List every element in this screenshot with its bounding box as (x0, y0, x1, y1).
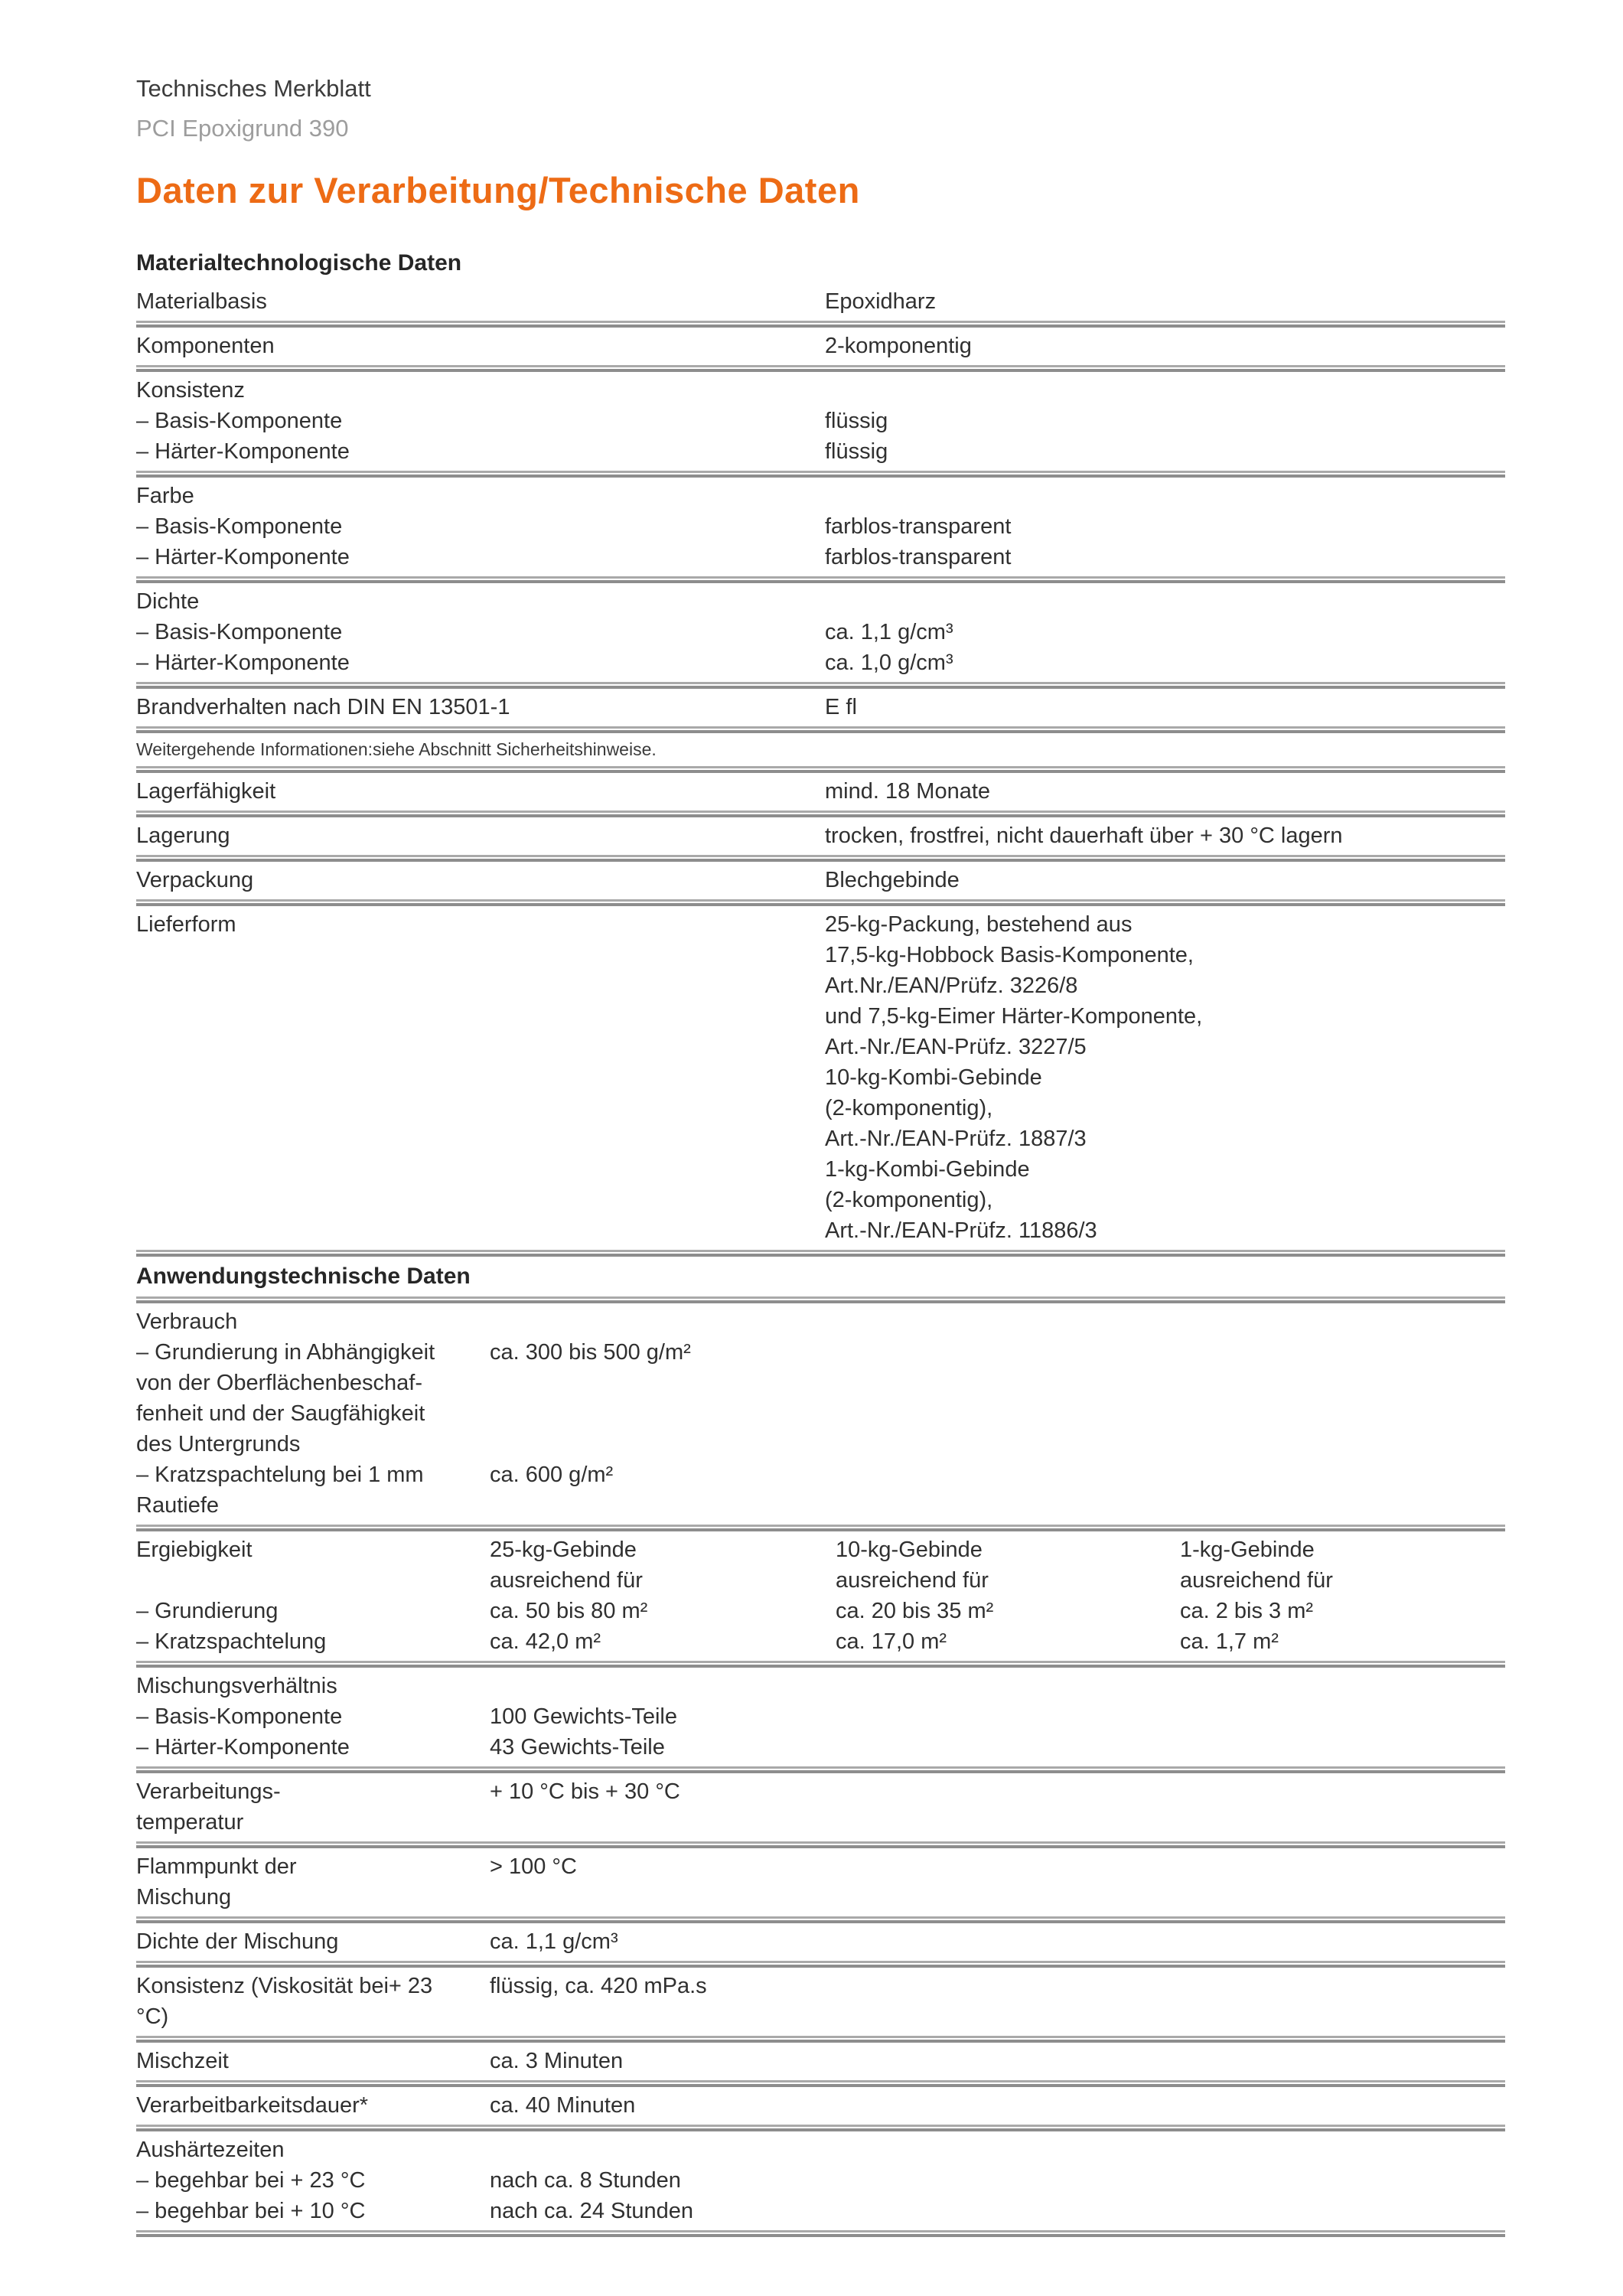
row-value (1180, 1671, 1505, 1701)
row-label: Ergiebigkeit (136, 1538, 253, 1562)
row-value: + 10 °C bis + 30 °C (490, 1779, 680, 1804)
row-divider (136, 682, 1505, 689)
row-value: ca. 1,1 g/cm³ (490, 1929, 618, 1954)
row-value: ca. 42,0 m² (490, 1629, 601, 1654)
table-row (136, 406, 1505, 436)
row-label (136, 1154, 825, 1185)
row-value (490, 1490, 836, 1521)
document-type-label: Technisches Merkblatt (136, 75, 371, 102)
row-value: trocken, frostfrei, nicht dauerhaft über + 30 °C lagern (825, 823, 1343, 848)
row-value (836, 2196, 1180, 2226)
table-row (136, 776, 1505, 807)
footnote-row: Weitergehende Informationen:siehe Abschnitt Sicherheitshinweise. (136, 739, 657, 759)
row-value (825, 481, 1505, 511)
table-row-group (136, 478, 1505, 576)
table-row (136, 1534, 1505, 1565)
row-value (1180, 1337, 1505, 1368)
row-label: Lieferform (136, 912, 236, 937)
table-row (136, 1732, 1505, 1763)
row-value (1180, 1459, 1505, 1490)
row-value (1180, 1306, 1505, 1337)
row-label (136, 1215, 825, 1246)
row-value (836, 1701, 1180, 1732)
row-value (836, 1926, 1180, 1957)
row-value (1180, 1732, 1505, 1763)
table-row (136, 1851, 1505, 1882)
row-label (136, 1565, 490, 1596)
row-label: – Basis-Komponente (136, 1704, 343, 1729)
table-row (136, 1306, 1505, 1337)
table-row-group (136, 1773, 1505, 1841)
row-divider (136, 1961, 1505, 1968)
row-value (836, 1368, 1180, 1398)
row-value: ca. 40 Minuten (490, 2093, 636, 2118)
row-value: Art.-Nr./EAN-Prüfz. 11886/3 (825, 1218, 1097, 1243)
row-label: temperatur (136, 1810, 244, 1835)
row-divider (136, 365, 1505, 372)
row-divider (136, 1766, 1505, 1773)
row-value (1180, 2046, 1505, 2076)
row-value: ca. 1,1 g/cm³ (825, 620, 953, 644)
table-row (136, 1565, 1505, 1596)
row-label: Komponenten (136, 334, 275, 358)
row-label: – begehbar bei + 10 °C (136, 2199, 366, 2223)
table-row-group (136, 817, 1505, 855)
row-label: Konsistenz (136, 378, 245, 403)
row-label: Verpackung (136, 868, 254, 892)
row-label: – Härter-Komponente (136, 651, 350, 675)
row-label: Brandverhalten nach DIN EN 13501-1 (136, 695, 510, 719)
row-label: Dichte (136, 589, 200, 614)
table-row (136, 647, 1505, 678)
row-divider (136, 2036, 1505, 2043)
table-row (136, 2001, 1505, 2032)
table-row (136, 1093, 1505, 1124)
table-row (136, 692, 1505, 722)
row-value (490, 2135, 836, 2165)
table-row (136, 1062, 1505, 1093)
table-row (136, 286, 1505, 317)
table-row-group (136, 862, 1505, 899)
product-name: PCI Epoxigrund 390 (136, 115, 349, 142)
row-value: 2-komponentig (825, 334, 972, 358)
table-row (136, 1124, 1505, 1154)
table-row (136, 1215, 1505, 1246)
row-value: 25-kg-Gebinde (490, 1538, 637, 1562)
table-row (136, 909, 1505, 940)
row-divider (136, 1916, 1505, 1923)
row-value: ca. 300 bis 500 g/m² (490, 1340, 691, 1365)
table-row-group (136, 1668, 1505, 1766)
row-label: Flammpunkt der (136, 1854, 297, 1879)
table-row (136, 1398, 1505, 1429)
row-value (490, 1306, 836, 1337)
row-label: – Grundierung in Abhängigkeit (136, 1340, 435, 1365)
table-row-group (136, 1968, 1505, 2036)
row-label: – Basis-Komponente (136, 409, 343, 433)
section-heading: Anwendungstechnische Daten (136, 1264, 471, 1289)
row-label (136, 1185, 825, 1215)
table-row (136, 2135, 1505, 2165)
row-value: nach ca. 24 Stunden (490, 2199, 694, 2223)
table-row (136, 2046, 1505, 2076)
table-row (136, 2165, 1505, 2196)
row-value: ausreichend für (836, 1568, 989, 1593)
row-value: flüssig (825, 439, 888, 464)
table-row-group (136, 906, 1505, 1250)
row-label: – Kratzspachtelung bei 1 mm (136, 1463, 424, 1487)
row-divider (136, 855, 1505, 862)
table-row (136, 375, 1505, 406)
row-value: Blechgebinde (825, 868, 960, 892)
table-row (136, 436, 1505, 467)
row-divider (136, 726, 1505, 733)
section-heading: Materialtechnologische Daten (136, 250, 462, 276)
row-divider (136, 2080, 1505, 2087)
table-row (136, 1776, 1505, 1807)
row-divider (136, 576, 1505, 583)
row-value (1180, 1701, 1505, 1732)
row-label (136, 1062, 825, 1093)
table-row (136, 586, 1505, 617)
table-row (136, 1032, 1505, 1062)
row-value (490, 2001, 836, 2032)
table-row (136, 865, 1505, 895)
row-label: Konsistenz (Viskosität bei+ 23 (136, 1974, 433, 1998)
row-label: – Härter-Komponente (136, 439, 350, 464)
table-row-group (136, 2131, 1505, 2230)
row-value (490, 1368, 836, 1398)
row-value (836, 2001, 1180, 2032)
row-label: Mischungsverhältnis (136, 1674, 337, 1698)
row-value (836, 2090, 1180, 2121)
row-value (1180, 1882, 1505, 1913)
row-value (1180, 2135, 1505, 2165)
row-divider (136, 810, 1505, 817)
row-value: flüssig (825, 409, 888, 433)
table-row (136, 1459, 1505, 1490)
row-divider (136, 1525, 1505, 1531)
row-value (836, 1807, 1180, 1838)
page-content (136, 75, 1505, 2237)
row-label: Mischzeit (136, 2049, 229, 2073)
table-row-group (136, 773, 1505, 810)
row-value (1180, 1926, 1505, 1957)
row-value: farblos-transparent (825, 514, 1012, 539)
row-value: (2-komponentig), (825, 1096, 993, 1120)
row-value: ausreichend für (490, 1568, 643, 1593)
row-label (136, 1124, 825, 1154)
row-value: ca. 50 bis 80 m² (490, 1599, 648, 1623)
table-row-group (136, 2043, 1505, 2080)
table-row (136, 2090, 1505, 2121)
table-row (136, 1596, 1505, 1626)
table-row (136, 1490, 1505, 1521)
row-value (836, 1306, 1180, 1337)
row-value: 17,5-kg-Hobbock Basis-Komponente, (825, 943, 1194, 967)
row-divider (136, 2230, 1505, 2237)
row-label: – Härter-Komponente (136, 545, 350, 569)
row-value (1180, 1398, 1505, 1429)
page-title: Daten zur Verarbeitung/Technische Daten (136, 170, 860, 210)
row-value: flüssig, ca. 420 mPa.s (490, 1974, 707, 1998)
row-divider (136, 766, 1505, 773)
row-divider (136, 1841, 1505, 1848)
row-value (1180, 1776, 1505, 1807)
row-divider (136, 471, 1505, 478)
table-row (136, 1671, 1505, 1701)
table-row-group (136, 372, 1505, 471)
row-label: Dichte der Mischung (136, 1929, 339, 1954)
row-label: Aushärtezeiten (136, 2138, 285, 2162)
table-row (136, 1807, 1505, 1838)
table-row (136, 511, 1505, 542)
row-label: – begehbar bei + 23 °C (136, 2168, 366, 2193)
row-value (825, 375, 1505, 406)
row-value (836, 1732, 1180, 1763)
table-row (136, 1368, 1505, 1398)
table-row (136, 1882, 1505, 1913)
row-value: mind. 18 Monate (825, 779, 991, 804)
row-label (136, 1001, 825, 1032)
row-value: ausreichend für (1180, 1568, 1333, 1593)
row-value: nach ca. 8 Stunden (490, 2168, 681, 2193)
table-row (136, 1971, 1505, 2001)
row-value: 10-kg-Kombi-Gebinde (825, 1065, 1042, 1090)
row-value: ca. 2 bis 3 m² (1180, 1599, 1314, 1623)
row-value (490, 1398, 836, 1429)
row-value (1180, 1971, 1505, 2001)
row-label: Rautiefe (136, 1493, 220, 1518)
data-tables (136, 243, 1505, 2237)
row-value (1180, 1368, 1505, 1398)
row-label: °C) (136, 2004, 169, 2029)
row-value: 10-kg-Gebinde (836, 1538, 983, 1562)
row-label: fenheit und der Saugfähigkeit (136, 1401, 425, 1426)
table-row-group (136, 283, 1505, 321)
table-row (136, 481, 1505, 511)
row-label: des Untergrunds (136, 1432, 301, 1456)
row-label: Materialbasis (136, 289, 267, 314)
table-row-group (136, 1531, 1505, 1661)
row-value (836, 2165, 1180, 2196)
row-value: 100 Gewichts-Teile (490, 1704, 677, 1729)
table-row (136, 617, 1505, 647)
row-value (836, 1671, 1180, 1701)
row-divider (136, 2125, 1505, 2131)
row-value: farblos-transparent (825, 545, 1012, 569)
row-value: Art.-Nr./EAN-Prüfz. 3227/5 (825, 1035, 1087, 1059)
row-value (836, 1337, 1180, 1368)
row-value (1180, 1807, 1505, 1838)
row-label: Lagerung (136, 823, 230, 848)
row-value: Art.-Nr./EAN-Prüfz. 1887/3 (825, 1127, 1087, 1151)
row-value (836, 1490, 1180, 1521)
row-value (490, 1671, 836, 1701)
row-label: – Härter-Komponente (136, 1735, 350, 1760)
table-row (136, 1154, 1505, 1185)
row-value (836, 1459, 1180, 1490)
table-row-group (136, 689, 1505, 726)
row-label: Verarbeitungs- (136, 1779, 281, 1804)
row-label (136, 1032, 825, 1062)
table-row (136, 940, 1505, 970)
row-divider (136, 1661, 1505, 1668)
row-label: – Basis-Komponente (136, 620, 343, 644)
row-value: ca. 3 Minuten (490, 2049, 624, 2073)
row-value (1180, 1851, 1505, 1882)
row-value: ca. 1,7 m² (1180, 1629, 1279, 1654)
row-value (836, 1851, 1180, 1882)
row-value (1180, 2001, 1505, 2032)
table-row (136, 1701, 1505, 1732)
row-value: 25-kg-Packung, bestehend aus (825, 912, 1133, 937)
row-value (490, 1807, 836, 1838)
row-label: von der Oberflächenbeschaf- (136, 1371, 422, 1395)
row-value (836, 1971, 1180, 2001)
row-value: ca. 20 bis 35 m² (836, 1599, 994, 1623)
row-value: Art.Nr./EAN/Prüfz. 3226/8 (825, 974, 1078, 998)
row-value (836, 1882, 1180, 1913)
table-row (136, 970, 1505, 1001)
row-value (1180, 1490, 1505, 1521)
row-value: > 100 °C (490, 1854, 577, 1879)
row-label (136, 1093, 825, 1124)
row-label: Verbrauch (136, 1309, 238, 1334)
row-value: 1-kg-Kombi-Gebinde (825, 1157, 1030, 1182)
table-row-group (136, 1848, 1505, 1916)
row-value (1180, 2090, 1505, 2121)
row-value: E fl (825, 695, 857, 719)
row-divider (136, 1250, 1505, 1257)
row-value (836, 2046, 1180, 2076)
table-row-group (136, 1923, 1505, 1961)
table-row (136, 1337, 1505, 1368)
row-value: 43 Gewichts-Teile (490, 1735, 665, 1760)
row-value (836, 2135, 1180, 2165)
row-label: Lagerfähigkeit (136, 779, 276, 804)
table-row-group (136, 328, 1505, 365)
table-row (136, 820, 1505, 851)
table-row-group (136, 583, 1505, 682)
row-value: ca. 1,0 g/cm³ (825, 651, 953, 675)
row-value (836, 1776, 1180, 1807)
row-label (136, 970, 825, 1001)
row-value (1180, 2196, 1505, 2226)
row-label: – Kratzspachtelung (136, 1629, 327, 1654)
row-value (1180, 2165, 1505, 2196)
table-row (136, 1926, 1505, 1957)
row-divider (136, 899, 1505, 906)
row-value: 1-kg-Gebinde (1180, 1538, 1315, 1562)
row-value (1180, 1429, 1505, 1459)
table-row (136, 331, 1505, 361)
row-value (490, 1429, 836, 1459)
row-value: Epoxidharz (825, 289, 937, 314)
table-row (136, 1001, 1505, 1032)
row-divider (136, 1296, 1505, 1303)
row-divider (136, 321, 1505, 328)
row-label: Verarbeitbarkeitsdauer* (136, 2093, 369, 2118)
row-value: ca. 17,0 m² (836, 1629, 947, 1654)
table-row-group (136, 1303, 1505, 1525)
table-row (136, 542, 1505, 572)
row-label (136, 940, 825, 970)
row-value: und 7,5-kg-Eimer Härter-Komponente, (825, 1004, 1203, 1029)
row-value (825, 586, 1505, 617)
row-value: ca. 600 g/m² (490, 1463, 614, 1487)
row-value (490, 1882, 836, 1913)
table-row (136, 1626, 1505, 1657)
table-row (136, 1429, 1505, 1459)
row-value: (2-komponentig), (825, 1188, 993, 1212)
table-row (136, 1185, 1505, 1215)
row-label: – Basis-Komponente (136, 514, 343, 539)
row-label: Mischung (136, 1885, 232, 1910)
row-value (836, 1429, 1180, 1459)
row-label: Farbe (136, 484, 194, 508)
table-row-group (136, 2087, 1505, 2125)
row-label: – Grundierung (136, 1599, 279, 1623)
table-row (136, 2196, 1505, 2226)
row-value (836, 1398, 1180, 1429)
